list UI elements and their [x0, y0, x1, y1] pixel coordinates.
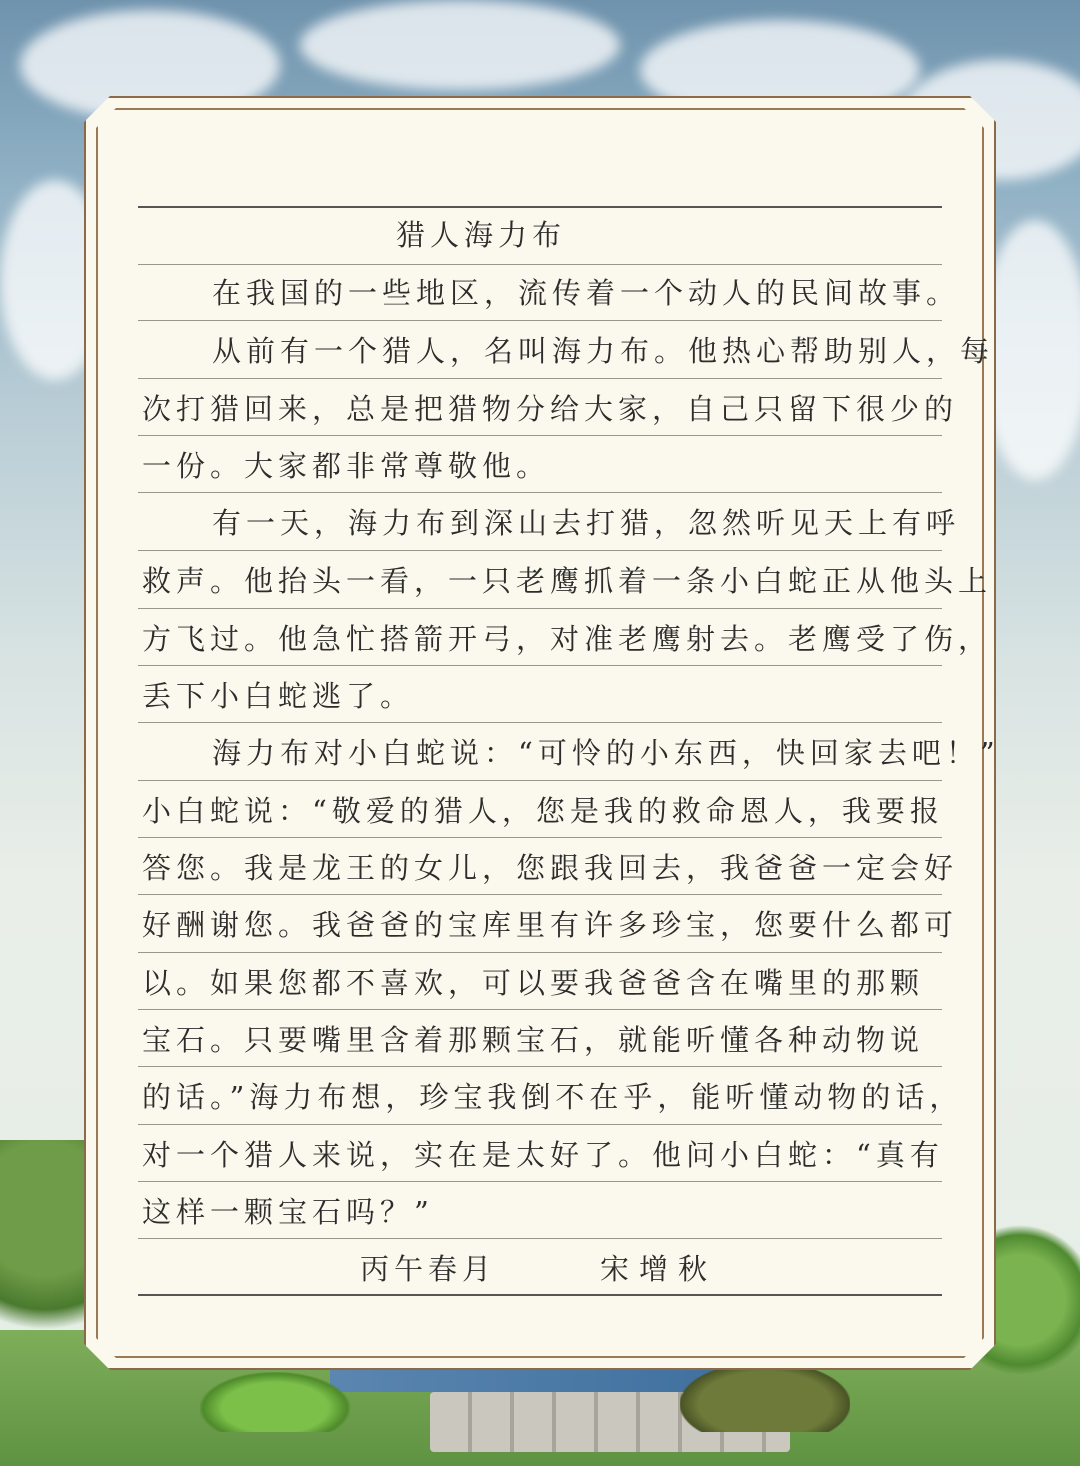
ruled-line	[138, 780, 942, 781]
frog-illustration	[200, 1372, 350, 1432]
ruled-line	[138, 837, 942, 838]
text-line: 丢下小白蛇逃了。	[142, 679, 415, 713]
text-line: 答您。我是龙王的女儿，您跟我回去，我爸爸一定会好	[142, 851, 959, 885]
text-line: 海力布对小白蛇说：“可怜的小东西，快回家去吧！”	[212, 736, 1000, 770]
ruled-line	[138, 894, 942, 895]
ruled-line	[138, 608, 942, 609]
bottom-rule	[138, 1294, 942, 1296]
ruled-line	[138, 1181, 942, 1182]
ruled-line	[138, 1238, 942, 1239]
top-rule	[138, 206, 942, 208]
signature-author: 宋增秋	[600, 1252, 718, 1286]
ruled-line	[138, 722, 942, 723]
text-line: 好酬谢您。我爸爸的宝库里有许多珍宝，您要什么都可	[142, 908, 959, 942]
tree-left	[0, 1140, 90, 1370]
text-line: 在我国的一些地区，流传着一个动人的民间故事。	[212, 276, 961, 310]
text-line: 救声。他抬头一看，一只老鹰抓着一条小白蛇正从他头上	[142, 564, 993, 598]
text-line: 的话。”海力布想，珍宝我倒不在乎，能听懂动物的话，	[142, 1080, 964, 1114]
signature-date: 丙午春月	[360, 1252, 497, 1286]
cloud	[300, 0, 620, 90]
text-line: 方飞过。他急忙搭箭开弓，对准老鹰射去。老鹰受了伤，	[142, 622, 993, 656]
text-line: 小白蛇说：“敬爱的猎人，您是我的救命恩人，我要报	[142, 794, 944, 828]
ruled-line	[138, 1066, 942, 1067]
ruled-line	[138, 378, 942, 379]
text-line: 对一个猎人来说，实在是太好了。他问小白蛇：“真有	[142, 1138, 944, 1172]
ruled-line	[138, 550, 942, 551]
ruled-line	[138, 665, 942, 666]
ruled-line	[138, 1124, 942, 1125]
ruled-line	[138, 264, 942, 265]
ruled-line	[138, 320, 942, 321]
text-line: 有一天，海力布到深山去打猎，忽然听见天上有呼	[212, 506, 961, 540]
text-line: 次打猎回来，总是把猎物分给大家，自己只留下很少的	[142, 392, 959, 426]
ruled-line	[138, 435, 942, 436]
text-line: 以。如果您都不喜欢，可以要我爸爸含在嘴里的那颗	[142, 966, 925, 1000]
ruled-line	[138, 1009, 942, 1010]
ruled-line	[138, 492, 942, 493]
text-line: 这样一颗宝石吗？”	[142, 1195, 434, 1229]
text-line: 从前有一个猎人，名叫海力布。他热心帮助别人，每	[212, 334, 995, 368]
turtle-illustration	[680, 1362, 850, 1432]
text-line: 一份。大家都非常尊敬他。	[142, 449, 551, 483]
ruled-line	[138, 952, 942, 953]
story-title: 猎人海力布	[396, 218, 567, 252]
text-line: 宝石。只要嘴里含着那颗宝石，就能听懂各种动物说	[142, 1023, 925, 1057]
